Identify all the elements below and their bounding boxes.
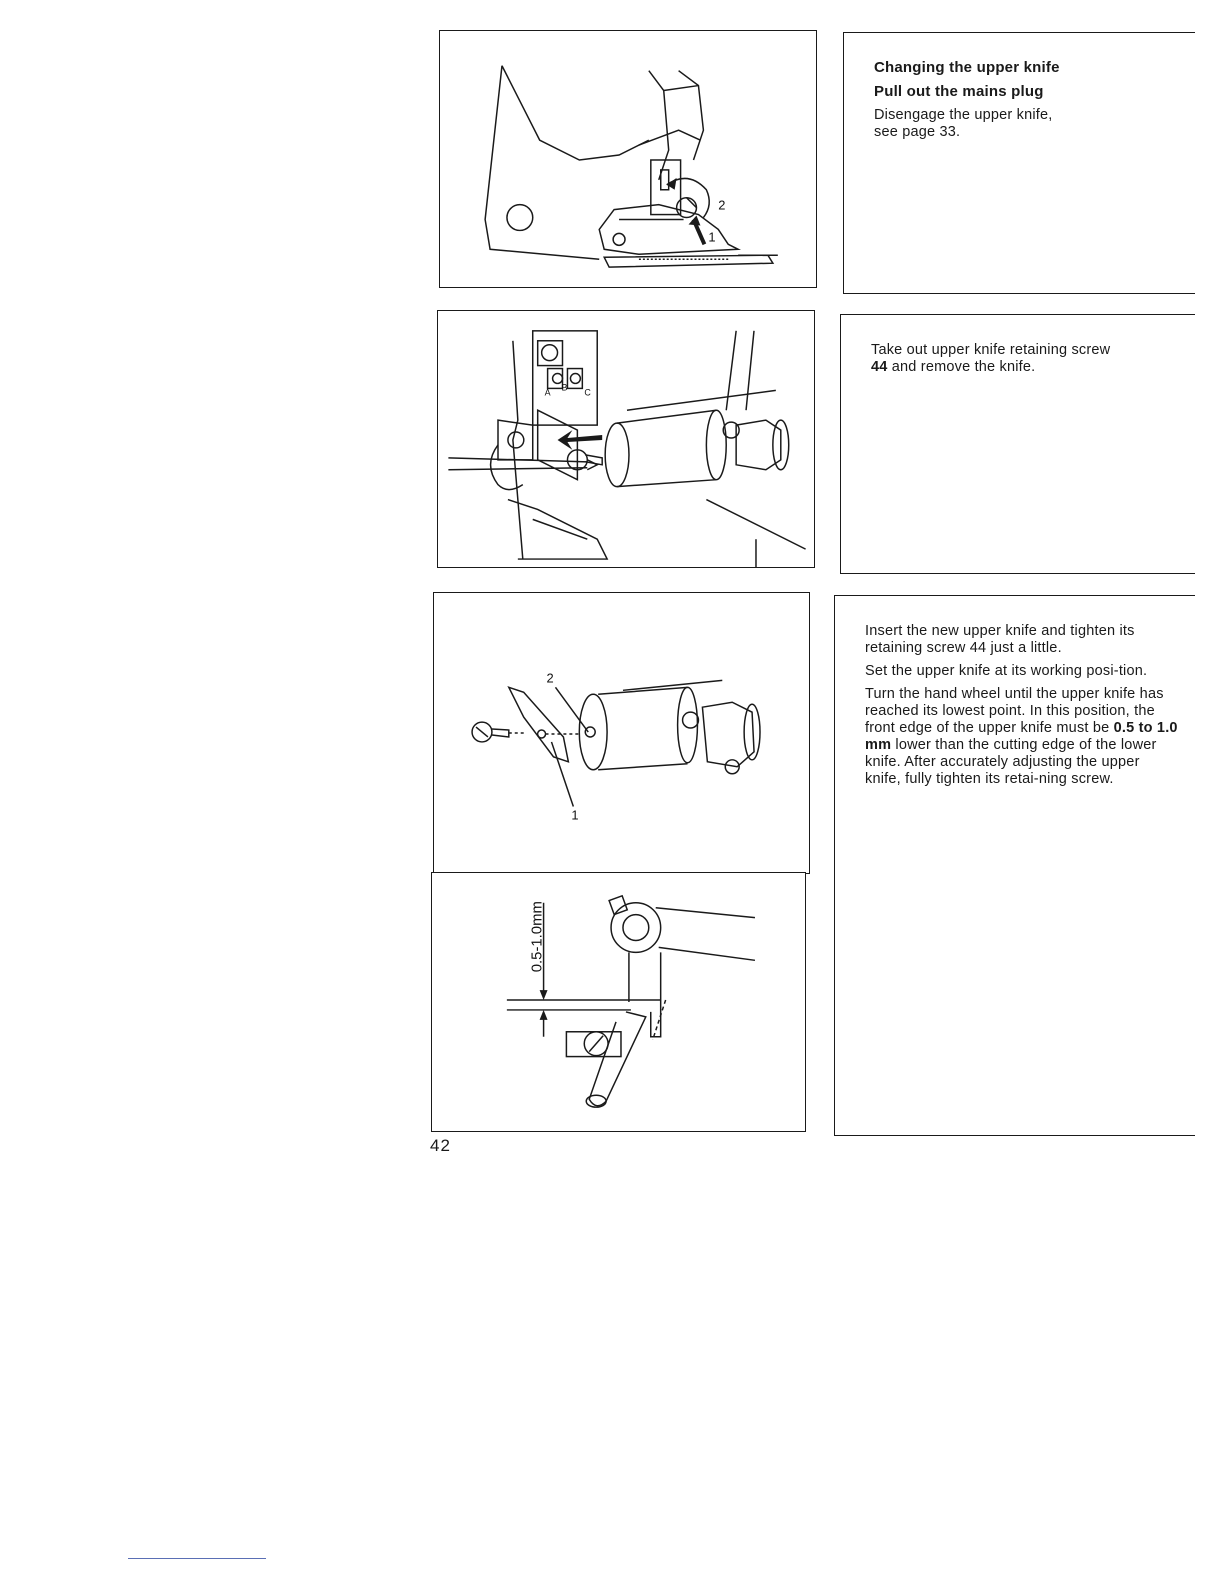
fig2-label-b: B bbox=[561, 382, 568, 393]
adjust-text-after: lower than the cutting edge of the lower knife. After accurately adjusting the upper knife, fully tighten its retai-ning screw. bbox=[865, 737, 1157, 787]
heading-pull-out-plug: Pull out the mains plug bbox=[874, 83, 1044, 100]
section-1-text-panel bbox=[843, 32, 1195, 294]
fig3a-label-2: 2 bbox=[546, 670, 554, 686]
screw-removal-illustration bbox=[438, 311, 814, 567]
figure-1-machine-foot bbox=[439, 30, 817, 288]
see-page-link-text: see page 33. bbox=[874, 124, 961, 140]
heading-changing-upper-knife: Changing the upper knife bbox=[874, 59, 1060, 76]
disengage-instructions bbox=[874, 107, 1179, 141]
remove-screw-instructions bbox=[871, 342, 1179, 376]
clearance-dimension-label: 0.5-1.0mm bbox=[529, 901, 546, 973]
remove-screw-text: Take out upper knife retaining screw bbox=[871, 342, 1111, 358]
clearance-value: 0.5 to 1.0 mm bbox=[865, 720, 1178, 753]
remove-knife-text: and remove the knife. bbox=[891, 359, 1036, 375]
fig3a-label-1: 1 bbox=[571, 807, 579, 823]
figure-2-screw-removal bbox=[437, 310, 815, 568]
screw-number: 44 bbox=[871, 359, 888, 375]
insert-knife-instructions: Insert the new upper knife and tighten its retaining screw 44 just a little. bbox=[865, 623, 1135, 656]
adjust-text-before: Turn the hand wheel until the upper knife has reached its lowest point. In this position, the front edge of the upper knife must be bbox=[865, 686, 1164, 736]
figure-3b-knife-clearance bbox=[431, 872, 806, 1132]
knife-assembly-illustration bbox=[434, 593, 809, 873]
section-2-text-panel bbox=[840, 314, 1195, 574]
fig1-label-1: 1 bbox=[708, 229, 716, 245]
adjust-knife-instructions bbox=[865, 686, 1179, 788]
knife-clearance-diagram bbox=[432, 873, 805, 1131]
section-3-text-panel bbox=[834, 595, 1195, 1136]
set-position-instructions: Set the upper knife at its working posi-tion. bbox=[865, 663, 1148, 679]
fig1-label-2: 2 bbox=[718, 197, 726, 213]
fig2-label-a: A bbox=[544, 387, 551, 398]
machine-foot-illustration bbox=[440, 31, 816, 287]
page-number: 42 bbox=[430, 1136, 451, 1155]
disengage-text: Disengage the upper knife, bbox=[874, 107, 1053, 123]
figure-3a-knife-assembly bbox=[433, 592, 810, 874]
fig2-label-c: C bbox=[584, 387, 591, 398]
footer-divider bbox=[128, 1558, 266, 1559]
